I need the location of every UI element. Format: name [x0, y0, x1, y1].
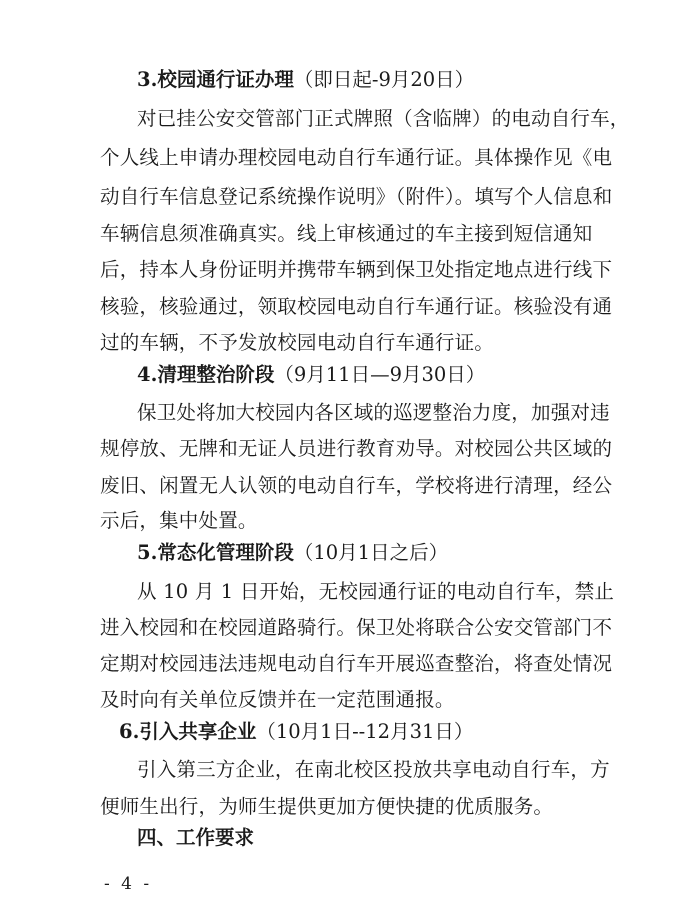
paragraph-line: 引入第三方企业，在南北校区投放共享电动自行车，方: [137, 758, 610, 781]
paragraph-line: 动自行车信息登记系统操作说明》（附件）。填写个人信息和: [100, 185, 613, 208]
paragraph-line: 示后，集中处置。: [100, 509, 258, 532]
page-number: - 4 -: [104, 874, 153, 894]
section-5-title: 5.常态化管理阶段: [137, 541, 294, 564]
paragraph-line: 废旧、闲置无人认领的电动自行车，学校将进行清理，经公: [100, 474, 613, 497]
section-3-title: 3.校园通行证办理: [137, 68, 294, 91]
paragraph-line: 便师生出行，为师生提供更加方便快捷的优质服务。: [100, 795, 554, 818]
paragraph-line: 个人线上申请办理校园电动自行车通行证。具体操作见《电: [100, 146, 613, 169]
paragraph-line: 核验，核验通过，领取校园电动自行车通行证。核验没有通: [100, 295, 613, 318]
paragraph-line: 保卫处将加大校园内各区域的巡逻整治力度，加强对违: [137, 401, 610, 424]
section-6-title: 6.引入共享企业: [119, 720, 257, 743]
section-5-period: （10月1日之后）: [293, 541, 449, 564]
section-5-heading: [0, 541, 677, 565]
paragraph-line: 车辆信息须准确真实。线上审核通过的车主接到短信通知: [100, 222, 593, 245]
paragraph-line: 过的车辆，不予发放校园电动自行车通行证。: [100, 331, 495, 354]
paragraph-line: 从 10 月 1 日开始，无校园通行证的电动自行车，禁止: [137, 580, 615, 603]
paragraph-line: 定期对校园违法违规电动自行车开展巡查整治，将查处情况: [100, 652, 613, 675]
paragraph-line: 进入校园和在校园道路骑行。保卫处将联合公安交管部门不: [100, 616, 613, 639]
section-4-heading: [0, 363, 677, 387]
paragraph-line: 后，持本人身份证明并携带车辆到保卫处指定地点进行线下: [100, 258, 613, 281]
paragraph-line: 及时向有关单位反馈并在一定范围通报。: [100, 688, 455, 711]
section-3-heading: [0, 68, 677, 92]
section-4-period: （9月11日—9月30日）: [274, 363, 486, 386]
section-6-heading: [0, 720, 677, 744]
section-6-period: （10月1日--12月31日）: [256, 720, 474, 743]
section-4-title: 4.清理整治阶段: [137, 363, 275, 386]
paragraph-line: 规停放、无牌和无证人员进行教育劝导。对校园公共区域的: [100, 437, 613, 460]
section-3-period: （即日起-9月20日）: [293, 68, 475, 91]
paragraph-line: 对已挂公安交管部门正式牌照（含临牌）的电动自行车，: [137, 107, 630, 130]
section-four-heading: 四、工作要求: [137, 826, 255, 849]
